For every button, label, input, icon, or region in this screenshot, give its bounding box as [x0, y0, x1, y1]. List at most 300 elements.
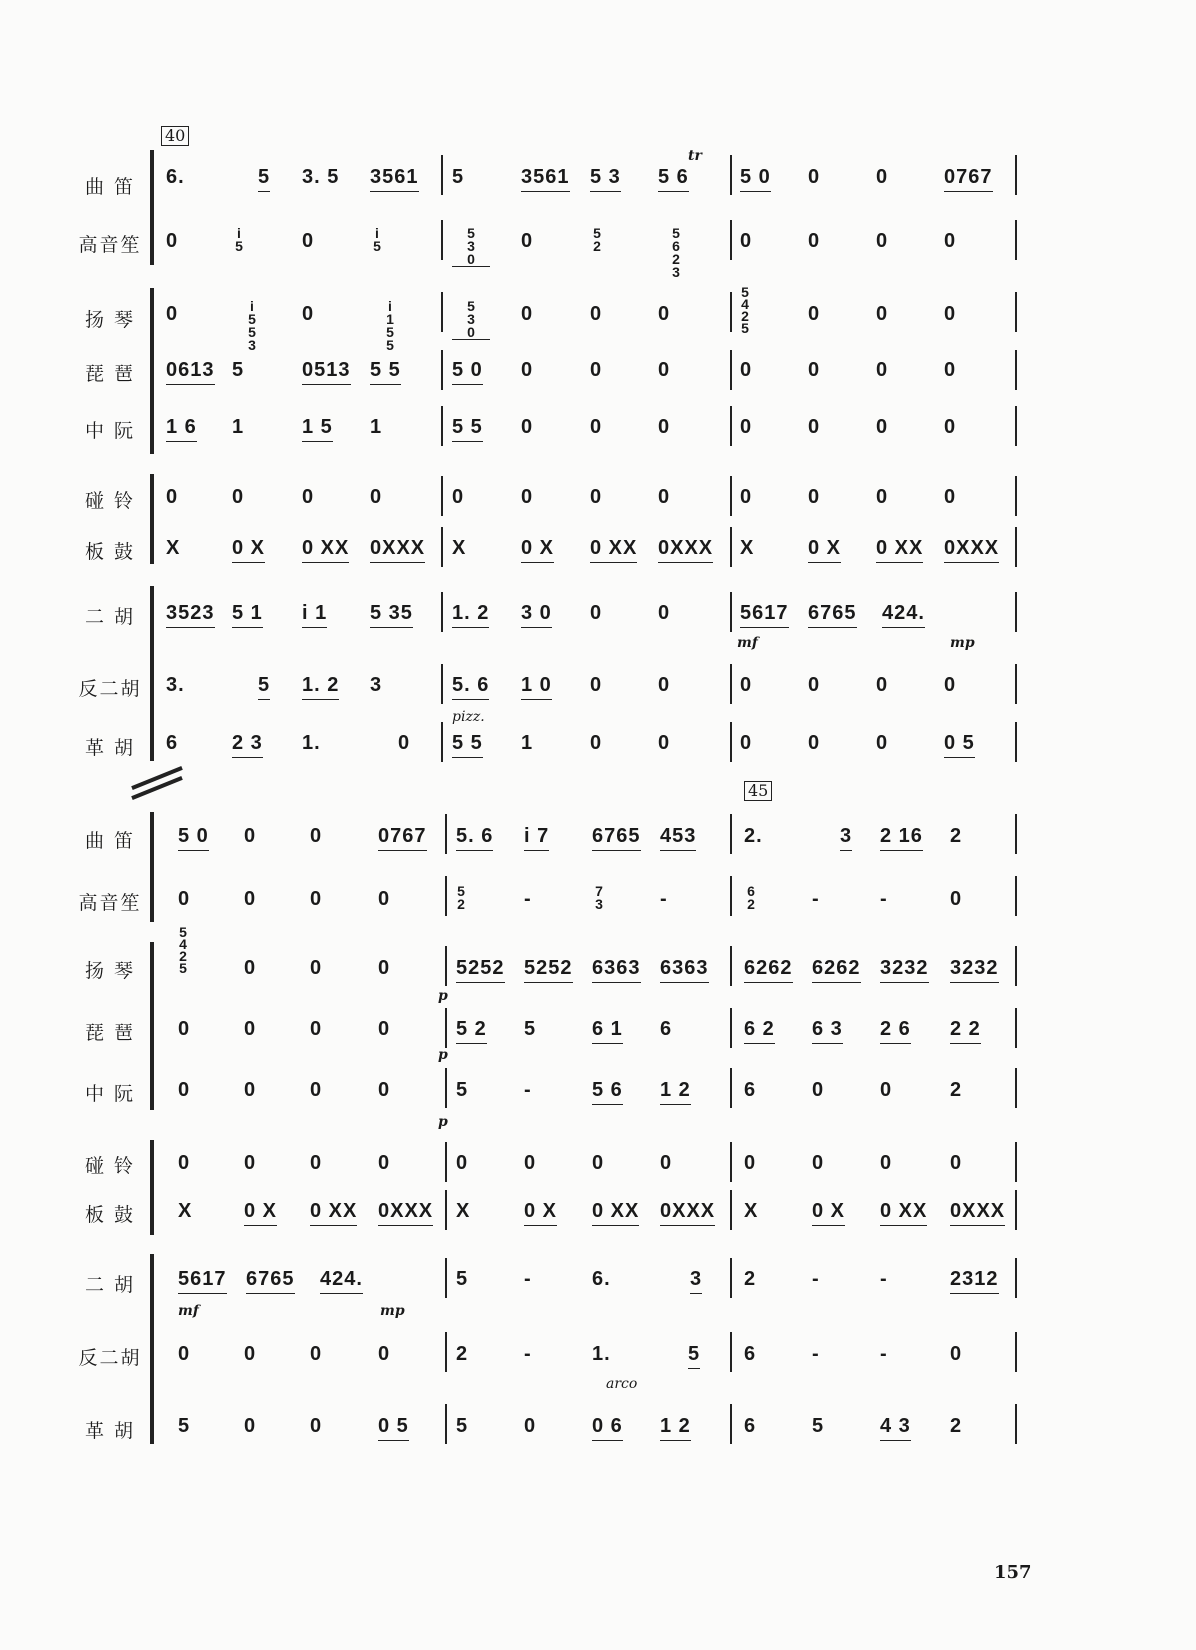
chord: 6 2: [747, 883, 755, 912]
chord: 5 3 0: [452, 300, 490, 340]
note: i 7: [524, 822, 549, 851]
note: -: [812, 1343, 820, 1365]
note: 0 X: [808, 534, 841, 563]
note: 0: [166, 230, 179, 252]
instrument-label-sheng: 高音笙: [78, 892, 142, 914]
note: 6: [744, 1415, 757, 1437]
note: 0: [590, 674, 603, 696]
note: 1 2: [660, 1412, 691, 1441]
instrument-label-yangqin: 扬 琴: [84, 960, 136, 982]
note: 5: [452, 166, 465, 188]
note: 5617: [740, 599, 789, 628]
instrument-label-yangqin: 扬 琴: [84, 309, 136, 331]
note: 453: [660, 822, 696, 851]
note: 5 6: [592, 1076, 623, 1105]
pizz-mark: pizz.: [452, 709, 485, 725]
instrument-label-sheng: 高音笙: [78, 234, 142, 256]
note: 0: [378, 1018, 391, 1040]
note: 0XXX: [370, 534, 425, 563]
note: -: [524, 1268, 532, 1290]
note: 0: [950, 1152, 963, 1174]
note: 6: [660, 1018, 673, 1040]
note: 0: [876, 230, 889, 252]
note: 0: [740, 359, 753, 381]
staff-pipa: [160, 1015, 1080, 1063]
note: 0 5: [378, 1412, 409, 1441]
note: 0: [521, 303, 534, 325]
note: 3: [840, 822, 852, 851]
staff-qudi: [160, 822, 1080, 862]
note: 6765: [592, 822, 641, 851]
note: 0: [950, 888, 963, 910]
note: 0: [876, 303, 889, 325]
note: 0: [812, 1152, 825, 1174]
note: 1 5: [302, 413, 333, 442]
note: 6262: [812, 954, 861, 983]
note: 0: [178, 888, 191, 910]
note: 0 XX: [302, 534, 349, 563]
note: 0: [244, 888, 257, 910]
note: 0: [244, 1152, 257, 1174]
rehearsal-mark-40: 40: [161, 126, 189, 146]
note: 0 X: [244, 1197, 277, 1226]
note: 5: [456, 1268, 469, 1290]
instrument-label-qudi: 曲 笛: [84, 176, 136, 198]
note: 5 0: [178, 822, 209, 851]
note: 0: [740, 674, 753, 696]
staff-yangqin: [160, 284, 1080, 353]
note: 1.: [302, 732, 321, 754]
note: 2 2: [950, 1015, 981, 1044]
note: 0: [812, 1079, 825, 1101]
note: 0: [808, 486, 821, 508]
note: 3: [690, 1265, 702, 1294]
note: 0: [744, 1152, 757, 1174]
note: 0XXX: [950, 1197, 1005, 1226]
note: 2: [950, 1079, 963, 1101]
note: 0: [880, 1079, 893, 1101]
note: 0613: [166, 356, 215, 385]
note: 0: [310, 1415, 323, 1437]
note: 0: [876, 674, 889, 696]
note: 6765: [808, 599, 857, 628]
staff-yangqin: [160, 924, 1080, 1004]
note: 1. 2: [302, 671, 339, 700]
note: 0: [398, 732, 411, 754]
dynamic-p: p: [438, 1047, 448, 1063]
note: 5 1: [232, 599, 263, 628]
note: 0 X: [812, 1197, 845, 1226]
note: 0: [740, 230, 753, 252]
note: 0XXX: [378, 1197, 433, 1226]
note: 0XXX: [658, 534, 713, 563]
note: 3561: [521, 163, 570, 192]
note: 0 XX: [876, 534, 923, 563]
note: 0: [302, 230, 315, 252]
note: 0 XX: [590, 534, 637, 563]
note: 0: [452, 486, 465, 508]
note: 0: [590, 359, 603, 381]
staff-zhongruan: [160, 413, 1080, 453]
staff-pipa: [160, 356, 1080, 396]
note: 0: [658, 732, 671, 754]
brace-bowed: [150, 586, 154, 761]
chord: 5 4 2 5: [741, 284, 749, 336]
note: 1 0: [521, 671, 552, 700]
staff-gehu: [160, 709, 1080, 769]
note: X: [452, 537, 467, 559]
note: 2312: [950, 1265, 999, 1294]
note: X: [178, 1200, 193, 1222]
note: 5: [178, 1415, 191, 1437]
note: 0: [378, 957, 391, 979]
note: 424.: [320, 1265, 363, 1294]
brace-plucked: [150, 288, 154, 454]
staff-zhongruan: [160, 1076, 1080, 1130]
brace-percussion: [150, 1140, 154, 1235]
note: 5 5: [452, 729, 483, 758]
note: 2: [744, 1268, 757, 1290]
note: 5: [812, 1415, 825, 1437]
note: 6: [744, 1079, 757, 1101]
note: 0: [310, 1018, 323, 1040]
note: 6: [744, 1343, 757, 1365]
note: 2 6: [880, 1015, 911, 1044]
note: 2: [950, 825, 963, 847]
brace-plucked: [150, 942, 154, 1110]
note: 0: [590, 416, 603, 438]
chord: 5 2: [593, 225, 601, 254]
note: 0: [524, 1152, 537, 1174]
note: 5617: [178, 1265, 227, 1294]
note: 5: [258, 671, 270, 700]
note: 0: [378, 1343, 391, 1365]
arco-mark: arco: [606, 1376, 638, 1392]
note: 5: [258, 163, 270, 192]
note: 0: [310, 1152, 323, 1174]
note: 5 3: [590, 163, 621, 192]
note: 5252: [456, 954, 505, 983]
staff-bangu: [160, 1197, 1080, 1237]
staff-bangu: [160, 534, 1080, 574]
note: 1: [232, 416, 245, 438]
note: 0: [658, 416, 671, 438]
note: -: [812, 1268, 820, 1290]
chord: i 5: [235, 225, 243, 254]
note: 0: [944, 674, 957, 696]
note: 0: [232, 486, 245, 508]
note: 1: [521, 732, 534, 754]
note: 0: [310, 1079, 323, 1101]
note: 0 X: [232, 534, 265, 563]
note: 3. 5: [302, 166, 340, 188]
instrument-label-fanerhu: 反二胡: [78, 1347, 142, 1369]
note: 0: [740, 732, 753, 754]
note: 0: [590, 732, 603, 754]
note: 0: [808, 732, 821, 754]
note: 0: [302, 486, 315, 508]
note: 1 2: [660, 1076, 691, 1105]
brace-winds: [150, 150, 154, 265]
note: 5 6: [658, 163, 689, 192]
note: 0: [592, 1152, 605, 1174]
note: 4 3: [880, 1412, 911, 1441]
note: 0: [808, 359, 821, 381]
note: 1: [370, 416, 383, 438]
dynamic-mp: mp: [950, 635, 975, 651]
note: 0 XX: [592, 1197, 639, 1226]
staff-fanerhu: [160, 671, 1080, 711]
note: 6765: [246, 1265, 295, 1294]
instrument-label-qudi: 曲 笛: [84, 830, 136, 852]
system-separator: [128, 770, 188, 800]
note: 0: [658, 674, 671, 696]
staff-gehu: [160, 1412, 1080, 1452]
note: 0XXX: [944, 534, 999, 563]
note: 0: [244, 1415, 257, 1437]
note: 0: [808, 303, 821, 325]
note: 3561: [370, 163, 419, 192]
instrument-label-bangu: 板 鼓: [84, 541, 136, 563]
note: 6 2: [744, 1015, 775, 1044]
dynamic-mf: mf: [178, 1303, 199, 1319]
brace-bowed: [150, 1254, 154, 1444]
note: 0: [658, 359, 671, 381]
note: 0: [944, 303, 957, 325]
note: -: [880, 1343, 888, 1365]
note: 2.: [744, 825, 763, 847]
note: 5: [456, 1079, 469, 1101]
dynamic-p: p: [438, 1114, 448, 1130]
note: 0: [808, 166, 821, 188]
note: 0: [378, 1079, 391, 1101]
note: 0: [876, 416, 889, 438]
note: 0 X: [524, 1197, 557, 1226]
note: 2: [950, 1415, 963, 1437]
note: -: [524, 1343, 532, 1365]
note: 0: [310, 825, 323, 847]
staff-qudi: [160, 148, 1080, 203]
chord: 5 4 2 5: [179, 924, 187, 976]
note: 0: [378, 888, 391, 910]
note: 0: [302, 303, 315, 325]
note: 0: [808, 416, 821, 438]
note: 0513: [302, 356, 351, 385]
note: 5 5: [370, 356, 401, 385]
page-number: 157: [994, 1562, 1032, 1583]
brace-winds: [150, 812, 154, 922]
note: 3 0: [521, 599, 552, 628]
note: 0: [740, 486, 753, 508]
instrument-label-erhu: 二 胡: [84, 1274, 136, 1296]
note: 6.: [166, 166, 185, 188]
note: 0: [166, 486, 179, 508]
note: 0: [590, 303, 603, 325]
note: 2 16: [880, 822, 923, 851]
note: 0: [456, 1152, 469, 1174]
note: 0: [310, 1343, 323, 1365]
staff-fanerhu: [160, 1340, 1080, 1392]
note: 0: [244, 1079, 257, 1101]
note: X: [166, 537, 181, 559]
note: 6 1: [592, 1015, 623, 1044]
note: 1.: [592, 1343, 611, 1365]
note: 1 6: [166, 413, 197, 442]
note: 0: [808, 230, 821, 252]
note: -: [880, 888, 888, 910]
instrument-label-zhongruan: 中 阮: [84, 1083, 136, 1105]
note: 5: [456, 1415, 469, 1437]
note: 0: [590, 602, 603, 624]
note: 5. 6: [452, 671, 489, 700]
note: 6363: [660, 954, 709, 983]
note: 0: [244, 957, 257, 979]
note: 5. 6: [456, 822, 493, 851]
note: 5 2: [456, 1015, 487, 1044]
note: 0: [880, 1152, 893, 1174]
note: 0: [944, 486, 957, 508]
instrument-label-gehu: 革 胡: [84, 1420, 136, 1442]
note: 0: [521, 486, 534, 508]
note: 5 5: [452, 413, 483, 442]
note: 6262: [744, 954, 793, 983]
note: 2: [456, 1343, 469, 1365]
note: 0: [944, 359, 957, 381]
staff-sheng: [160, 225, 1080, 280]
instrument-label-fanerhu: 反二胡: [78, 678, 142, 700]
note: -: [524, 1079, 532, 1101]
note: 0: [658, 602, 671, 624]
note: 0: [310, 888, 323, 910]
note: 424.: [882, 599, 925, 628]
dynamic-mp: mp: [380, 1303, 405, 1319]
instrument-label-pipa: 琵 琶: [84, 363, 136, 385]
note: 3523: [166, 599, 215, 628]
note: 0: [166, 303, 179, 325]
note: 0: [944, 416, 957, 438]
note: 0: [178, 1343, 191, 1365]
instrument-label-erhu: 二 胡: [84, 606, 136, 628]
note: 0767: [944, 163, 993, 192]
instrument-label-pipa: 琵 琶: [84, 1022, 136, 1044]
note: 5: [688, 1340, 700, 1369]
note: 0 6: [592, 1412, 623, 1441]
note: 0: [658, 303, 671, 325]
note: 0: [244, 1343, 257, 1365]
note: -: [524, 888, 532, 910]
note: 0: [944, 230, 957, 252]
note: -: [660, 888, 668, 910]
dynamic-p: p: [438, 988, 448, 1004]
note: 0: [370, 486, 383, 508]
note: 0: [178, 1079, 191, 1101]
note: 0: [876, 359, 889, 381]
chord: 5 2: [457, 883, 465, 912]
staff-erhu: [160, 599, 1080, 651]
chord: i 5: [373, 225, 381, 254]
note: 0: [876, 166, 889, 188]
note: 0: [808, 674, 821, 696]
instrument-label-pengling: 碰 铃: [84, 490, 136, 512]
note: 0: [378, 1152, 391, 1174]
note: X: [456, 1200, 471, 1222]
note: 5 35: [370, 599, 413, 628]
chord: 5 6 2 3: [672, 225, 680, 280]
note: 6: [166, 732, 179, 754]
brace-percussion: [150, 474, 154, 564]
note: 3232: [950, 954, 999, 983]
note: 5: [232, 359, 245, 381]
note: 0: [521, 416, 534, 438]
note: 0: [521, 230, 534, 252]
note: 0767: [378, 822, 427, 851]
chord: 5 3 0: [452, 227, 490, 267]
note: 0 XX: [880, 1197, 927, 1226]
note: 0: [660, 1152, 673, 1174]
note: 0: [524, 1415, 537, 1437]
note: -: [880, 1268, 888, 1290]
staff-sheng: [160, 885, 1080, 925]
note: 0 5: [944, 729, 975, 758]
staff-erhu: [160, 1265, 1080, 1319]
note: 0: [658, 486, 671, 508]
note: 5 0: [740, 163, 771, 192]
chord: i 5 5 3: [248, 298, 256, 353]
note: 3232: [880, 954, 929, 983]
note: 5 0: [452, 356, 483, 385]
note: 0 XX: [310, 1197, 357, 1226]
note: 0: [244, 825, 257, 847]
note: 0: [310, 957, 323, 979]
note: 0: [740, 416, 753, 438]
note: 0: [178, 1152, 191, 1174]
note: 0 X: [521, 534, 554, 563]
note: 5: [524, 1018, 537, 1040]
instrument-label-gehu: 革 胡: [84, 737, 136, 759]
note: 3.: [166, 674, 185, 696]
note: 5252: [524, 954, 573, 983]
trill-mark: tr: [688, 148, 702, 164]
rehearsal-mark-45: 45: [744, 781, 772, 801]
note: 6.: [592, 1268, 611, 1290]
note: -: [812, 888, 820, 910]
note: X: [740, 537, 755, 559]
note: 1. 2: [452, 599, 489, 628]
note: 0: [178, 1018, 191, 1040]
note: 0: [950, 1343, 963, 1365]
note: 3: [370, 674, 383, 696]
note: 0: [521, 359, 534, 381]
staff-pengling: [160, 1149, 1080, 1189]
note: 6 3: [812, 1015, 843, 1044]
note: 0: [590, 486, 603, 508]
note: 2 3: [232, 729, 263, 758]
dynamic-mf: mf: [737, 635, 758, 651]
staff-pengling: [160, 483, 1080, 523]
note: 0: [876, 486, 889, 508]
note: i 1: [302, 599, 327, 628]
note: 0XXX: [660, 1197, 715, 1226]
note: 6363: [592, 954, 641, 983]
instrument-label-bangu: 板 鼓: [84, 1204, 136, 1226]
note: 0: [876, 732, 889, 754]
instrument-label-zhongruan: 中 阮: [84, 420, 136, 442]
chord: i 1 5 5: [386, 298, 394, 353]
instrument-label-pengling: 碰 铃: [84, 1155, 136, 1177]
chord: 7 3: [595, 883, 603, 912]
note: X: [744, 1200, 759, 1222]
note: 0: [244, 1018, 257, 1040]
